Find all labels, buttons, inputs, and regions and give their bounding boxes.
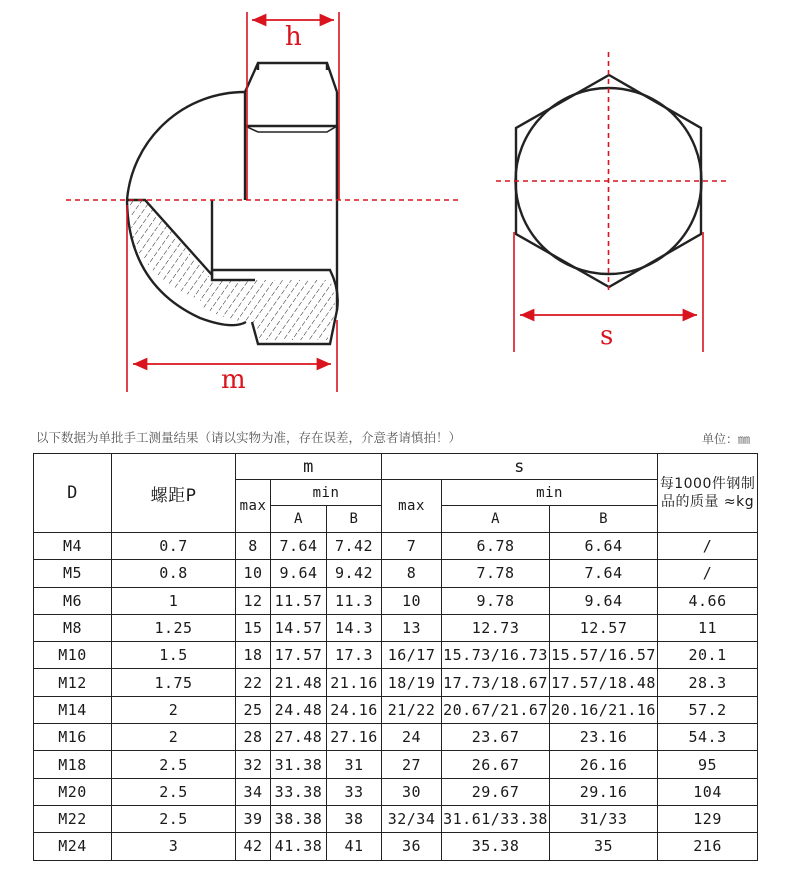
header-s: s (382, 454, 658, 480)
cap-nut-drawing (0, 0, 790, 410)
cell-s-b: 6.64 (550, 533, 658, 560)
cell-mass: 4.66 (658, 587, 758, 614)
cell-mass: 216 (658, 833, 758, 860)
cell-mass: 104 (658, 778, 758, 805)
cell-m-b: 33 (327, 778, 382, 805)
cell-m-max: 15 (236, 614, 271, 641)
cell-pitch: 1 (112, 587, 236, 614)
cell-s-max: 8 (382, 560, 442, 587)
cell-s-max: 13 (382, 614, 442, 641)
cell-pitch: 1.25 (112, 614, 236, 641)
cell-pitch: 2 (112, 696, 236, 723)
hatch-area-2 (200, 280, 335, 340)
cell-s-b: 26.16 (550, 751, 658, 778)
header-pitch: 螺距P (112, 454, 236, 533)
cell-s-b: 17.57/18.48 (550, 669, 658, 696)
cell-s-a: 17.73/18.67 (442, 669, 550, 696)
cell-s-max: 21/22 (382, 696, 442, 723)
cell-s-b: 20.16/21.16 (550, 696, 658, 723)
cell-m-b: 41 (327, 833, 382, 860)
cell-s-a: 12.73 (442, 614, 550, 641)
cell-s-b: 9.64 (550, 587, 658, 614)
cell-d: M6 (34, 587, 112, 614)
cell-m-a: 7.64 (271, 533, 327, 560)
cell-mass: 129 (658, 805, 758, 832)
cell-s-b: 12.57 (550, 614, 658, 641)
cell-s-b: 15.57/16.57 (550, 642, 658, 669)
cell-mass: / (658, 560, 758, 587)
cell-d: M8 (34, 614, 112, 641)
header-s-min: min (442, 480, 658, 506)
cell-s-max: 10 (382, 587, 442, 614)
cell-m-b: 21.16 (327, 669, 382, 696)
cell-d: M12 (34, 669, 112, 696)
header-m: m (236, 454, 382, 480)
cell-s-a: 26.67 (442, 751, 550, 778)
table-row (34, 587, 758, 614)
cell-s-a: 6.78 (442, 533, 550, 560)
header-m-max: max (236, 480, 271, 533)
header-m-min: min (271, 480, 382, 506)
table-row (34, 560, 758, 587)
cell-mass: 95 (658, 751, 758, 778)
cell-s-max: 24 (382, 724, 442, 751)
table-row (34, 833, 758, 860)
cell-m-b: 11.3 (327, 587, 382, 614)
header-s-max: max (382, 480, 442, 533)
cell-s-max: 30 (382, 778, 442, 805)
table-row (34, 696, 758, 723)
measurement-note: 以下数据为单批手工测量结果（请以实物为准，存在误差，介意者请慎拍！） (36, 430, 462, 445)
cell-m-a: 31.38 (271, 751, 327, 778)
table-row (34, 805, 758, 832)
cell-m-a: 14.57 (271, 614, 327, 641)
cell-s-a: 35.38 (442, 833, 550, 860)
cell-m-max: 42 (236, 833, 271, 860)
cell-s-b: 35 (550, 833, 658, 860)
side-view (127, 63, 338, 344)
cell-m-max: 25 (236, 696, 271, 723)
cell-mass: 11 (658, 614, 758, 641)
cell-m-b: 9.42 (327, 560, 382, 587)
header-m-a: A (271, 506, 327, 533)
cell-d: M4 (34, 533, 112, 560)
cell-m-b: 31 (327, 751, 382, 778)
cell-m-max: 22 (236, 669, 271, 696)
cell-m-max: 34 (236, 778, 271, 805)
cell-d: M16 (34, 724, 112, 751)
cell-m-a: 24.48 (271, 696, 327, 723)
cell-m-b: 24.16 (327, 696, 382, 723)
hatch-area-1 (130, 200, 212, 300)
cell-s-max: 18/19 (382, 669, 442, 696)
cell-s-b: 7.64 (550, 560, 658, 587)
cell-s-b: 29.16 (550, 778, 658, 805)
table-row (34, 751, 758, 778)
spec-table (33, 453, 758, 861)
cell-m-max: 8 (236, 533, 271, 560)
cell-m-a: 21.48 (271, 669, 327, 696)
cell-d: M14 (34, 696, 112, 723)
cell-s-a: 15.73/16.73 (442, 642, 550, 669)
spec-table-body (34, 533, 758, 861)
table-row (34, 533, 758, 560)
dimension-s-label: s (600, 321, 614, 351)
cell-m-a: 11.57 (271, 587, 327, 614)
cell-pitch: 2.5 (112, 778, 236, 805)
cell-s-a: 7.78 (442, 560, 550, 587)
cell-m-b: 27.16 (327, 724, 382, 751)
cell-d: M18 (34, 751, 112, 778)
header-d: D (34, 454, 112, 533)
header-m-b: B (327, 506, 382, 533)
cell-s-max: 7 (382, 533, 442, 560)
cell-m-max: 32 (236, 751, 271, 778)
cell-m-a: 17.57 (271, 642, 327, 669)
cell-s-max: 16/17 (382, 642, 442, 669)
cell-mass: / (658, 533, 758, 560)
cell-d: M10 (34, 642, 112, 669)
cell-pitch: 0.8 (112, 560, 236, 587)
cell-m-a: 33.38 (271, 778, 327, 805)
cell-s-max: 32/34 (382, 805, 442, 832)
cell-m-max: 28 (236, 724, 271, 751)
cell-s-b: 23.16 (550, 724, 658, 751)
table-row (34, 669, 758, 696)
cell-m-b: 38 (327, 805, 382, 832)
cell-m-max: 10 (236, 560, 271, 587)
cell-mass: 28.3 (658, 669, 758, 696)
table-row (34, 724, 758, 751)
cell-m-b: 14.3 (327, 614, 382, 641)
table-row (34, 778, 758, 805)
cell-s-b: 31/33 (550, 805, 658, 832)
header-s-a: A (442, 506, 550, 533)
cell-pitch: 2.5 (112, 805, 236, 832)
cell-d: M22 (34, 805, 112, 832)
cell-mass: 57.2 (658, 696, 758, 723)
cell-m-max: 18 (236, 642, 271, 669)
cell-d: M20 (34, 778, 112, 805)
cell-d: M24 (34, 833, 112, 860)
table-row (34, 614, 758, 641)
cell-m-b: 7.42 (327, 533, 382, 560)
cell-s-max: 36 (382, 833, 442, 860)
dimension-h-label: h (285, 22, 302, 52)
cell-m-a: 38.38 (271, 805, 327, 832)
header-s-b: B (550, 506, 658, 533)
cell-s-a: 29.67 (442, 778, 550, 805)
cell-m-max: 12 (236, 587, 271, 614)
cell-pitch: 3 (112, 833, 236, 860)
cell-s-a: 20.67/21.67 (442, 696, 550, 723)
cell-s-a: 31.61/33.38 (442, 805, 550, 832)
cell-d: M5 (34, 560, 112, 587)
cell-s-a: 23.67 (442, 724, 550, 751)
cell-pitch: 2 (112, 724, 236, 751)
cell-m-max: 39 (236, 805, 271, 832)
cell-s-max: 27 (382, 751, 442, 778)
cell-mass: 54.3 (658, 724, 758, 751)
cell-m-a: 41.38 (271, 833, 327, 860)
header-mass: 每1000件钢制品的质量 ≈kg (658, 454, 758, 533)
cell-s-a: 9.78 (442, 587, 550, 614)
cell-pitch: 1.5 (112, 642, 236, 669)
dimension-m-label: m (221, 365, 246, 395)
cell-mass: 20.1 (658, 642, 758, 669)
table-row (34, 642, 758, 669)
cell-m-a: 27.48 (271, 724, 327, 751)
cell-pitch: 2.5 (112, 751, 236, 778)
cell-m-a: 9.64 (271, 560, 327, 587)
cell-m-b: 17.3 (327, 642, 382, 669)
cell-pitch: 1.75 (112, 669, 236, 696)
cell-pitch: 0.7 (112, 533, 236, 560)
unit-label: 单位：㎜ (701, 432, 750, 446)
